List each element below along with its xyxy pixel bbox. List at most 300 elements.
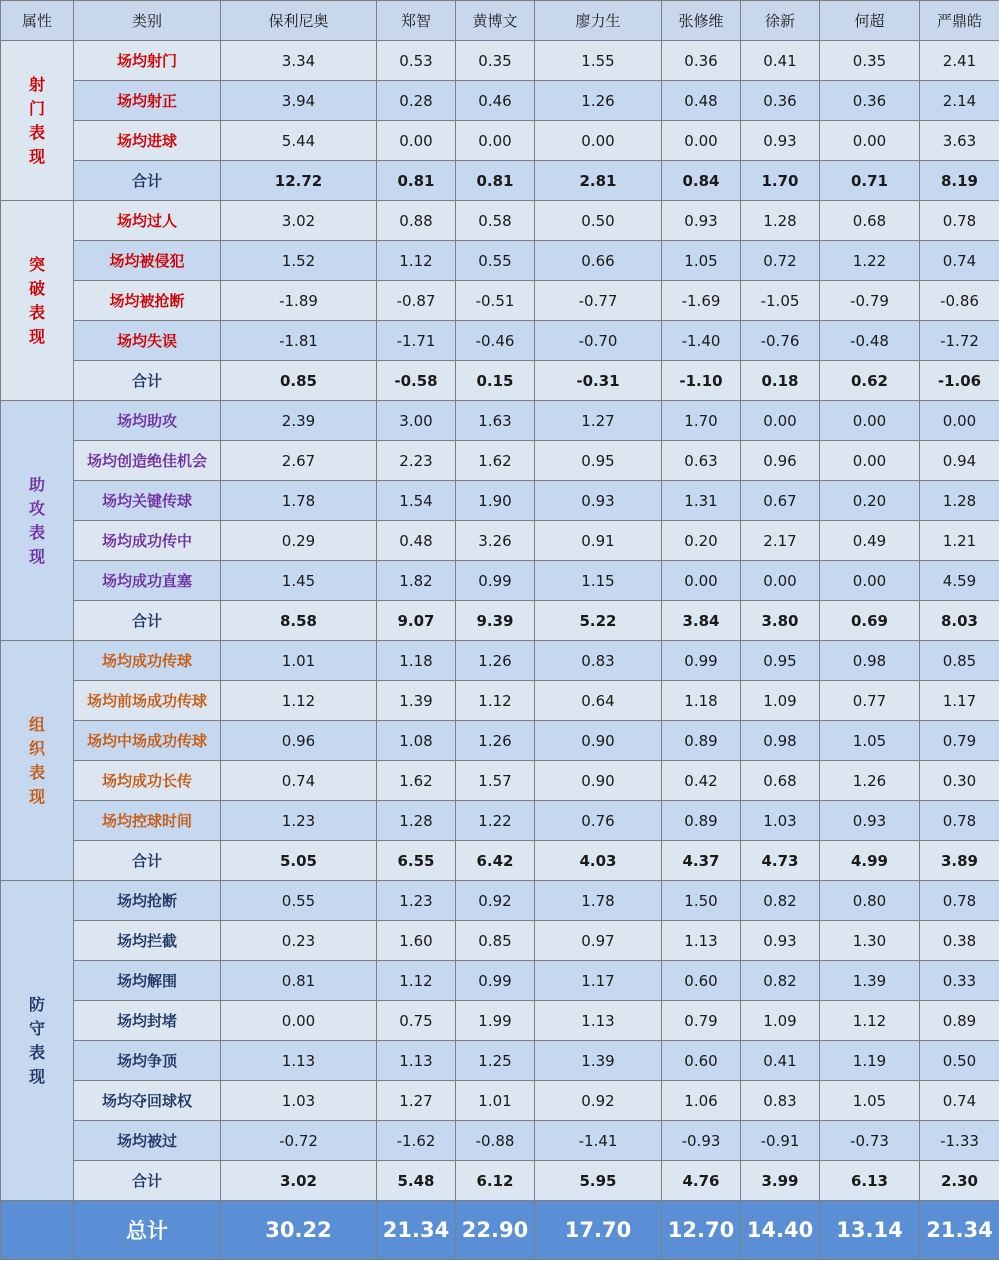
value-cell: -0.46: [456, 321, 535, 361]
value-cell: 0.00: [820, 121, 920, 161]
value-cell: 0.55: [456, 241, 535, 281]
value-cell: 0.83: [741, 1081, 820, 1121]
value-cell: 0.36: [662, 41, 741, 81]
category-cell: 场均控球时间: [74, 801, 221, 841]
value-cell: 0.35: [820, 41, 920, 81]
value-cell: 0.63: [662, 441, 741, 481]
value-cell: 0.95: [741, 641, 820, 681]
subtotal-value-cell: 0.71: [820, 161, 920, 201]
value-cell: 3.00: [377, 401, 456, 441]
subtotal-value-cell: 4.37: [662, 841, 741, 881]
subtotal-value-cell: 3.02: [221, 1161, 377, 1201]
value-cell: 0.93: [662, 201, 741, 241]
subtotal-label: 合计: [74, 1161, 221, 1201]
subtotal-value-cell: 0.84: [662, 161, 741, 201]
value-cell: 0.00: [662, 121, 741, 161]
subtotal-value-cell: 5.22: [535, 601, 662, 641]
value-cell: 1.17: [535, 961, 662, 1001]
table-row: [1, 241, 999, 281]
subtotal-row: [1, 361, 999, 401]
value-cell: 0.79: [920, 721, 999, 761]
table-row: [1, 881, 999, 921]
table-row: [1, 721, 999, 761]
total-row: [1, 1201, 999, 1260]
value-cell: 0.76: [535, 801, 662, 841]
table-row: [1, 681, 999, 721]
category-cell: 场均拦截: [74, 921, 221, 961]
value-cell: 1.12: [820, 1001, 920, 1041]
subtotal-value-cell: 0.15: [456, 361, 535, 401]
value-cell: 0.41: [741, 41, 820, 81]
section-label-break: [1, 201, 74, 401]
table-row: [1, 121, 999, 161]
value-cell: 1.45: [221, 561, 377, 601]
value-cell: 2.39: [221, 401, 377, 441]
value-cell: 1.28: [377, 801, 456, 841]
subtotal-value-cell: 4.03: [535, 841, 662, 881]
subtotal-label: 合计: [74, 361, 221, 401]
value-cell: 1.19: [820, 1041, 920, 1081]
category-cell: 场均成功传中: [74, 521, 221, 561]
total-value-cell: 17.70: [535, 1201, 662, 1260]
value-cell: 0.00: [820, 561, 920, 601]
value-cell: 1.30: [820, 921, 920, 961]
value-cell: -1.89: [221, 281, 377, 321]
value-cell: 0.99: [456, 561, 535, 601]
value-cell: 0.36: [820, 81, 920, 121]
value-cell: 0.72: [741, 241, 820, 281]
section-label-text: 助攻表现: [28, 474, 45, 566]
value-cell: 0.00: [741, 561, 820, 601]
value-cell: 1.09: [741, 1001, 820, 1041]
table-row: [1, 1001, 999, 1041]
value-cell: 1.78: [221, 481, 377, 521]
category-cell: 场均成功直塞: [74, 561, 221, 601]
value-cell: 1.57: [456, 761, 535, 801]
value-cell: 0.48: [662, 81, 741, 121]
value-cell: 0.83: [535, 641, 662, 681]
value-cell: 1.78: [535, 881, 662, 921]
value-cell: 0.93: [741, 921, 820, 961]
value-cell: 0.91: [535, 521, 662, 561]
subtotal-value-cell: 3.89: [920, 841, 999, 881]
subtotal-value-cell: 4.73: [741, 841, 820, 881]
section-label-def: [1, 881, 74, 1201]
value-cell: 0.80: [820, 881, 920, 921]
value-cell: 0.00: [535, 121, 662, 161]
value-cell: -0.72: [221, 1121, 377, 1161]
value-cell: 0.55: [221, 881, 377, 921]
section-label-org: [1, 641, 74, 881]
value-cell: 0.85: [920, 641, 999, 681]
value-cell: -1.40: [662, 321, 741, 361]
value-cell: 1.31: [662, 481, 741, 521]
value-cell: 0.82: [741, 961, 820, 1001]
table-row: [1, 1121, 999, 1161]
value-cell: 0.58: [456, 201, 535, 241]
value-cell: 0.81: [221, 961, 377, 1001]
value-cell: 2.23: [377, 441, 456, 481]
subtotal-value-cell: 2.81: [535, 161, 662, 201]
category-cell: 场均进球: [74, 121, 221, 161]
value-cell: 1.05: [820, 1081, 920, 1121]
value-cell: 1.17: [920, 681, 999, 721]
category-cell: 场均创造绝佳机会: [74, 441, 221, 481]
table-row: [1, 441, 999, 481]
value-cell: 1.50: [662, 881, 741, 921]
value-cell: 3.63: [920, 121, 999, 161]
category-cell: 场均助攻: [74, 401, 221, 441]
value-cell: 1.23: [377, 881, 456, 921]
subtotal-value-cell: 0.85: [221, 361, 377, 401]
subtotal-value-cell: 6.12: [456, 1161, 535, 1201]
value-cell: 0.85: [456, 921, 535, 961]
value-cell: 0.78: [920, 881, 999, 921]
value-cell: 0.89: [920, 1001, 999, 1041]
value-cell: 1.39: [820, 961, 920, 1001]
value-cell: 1.26: [456, 721, 535, 761]
value-cell: 0.93: [535, 481, 662, 521]
subtotal-value-cell: 4.76: [662, 1161, 741, 1201]
value-cell: 1.18: [377, 641, 456, 681]
value-cell: 0.96: [221, 721, 377, 761]
subtotal-value-cell: 3.99: [741, 1161, 820, 1201]
value-cell: 0.49: [820, 521, 920, 561]
value-cell: 0.68: [820, 201, 920, 241]
value-cell: 0.00: [662, 561, 741, 601]
value-cell: -0.87: [377, 281, 456, 321]
value-cell: 1.05: [662, 241, 741, 281]
value-cell: 1.01: [456, 1081, 535, 1121]
subtotal-value-cell: 3.84: [662, 601, 741, 641]
value-cell: 1.62: [377, 761, 456, 801]
value-cell: 0.50: [920, 1041, 999, 1081]
subtotal-value-cell: 0.69: [820, 601, 920, 641]
subtotal-value-cell: 3.80: [741, 601, 820, 641]
value-cell: 0.00: [820, 441, 920, 481]
value-cell: 1.03: [221, 1081, 377, 1121]
subtotal-value-cell: -1.10: [662, 361, 741, 401]
value-cell: 1.55: [535, 41, 662, 81]
subtotal-value-cell: 5.05: [221, 841, 377, 881]
value-cell: 0.20: [820, 481, 920, 521]
value-cell: 1.13: [535, 1001, 662, 1041]
header-player: 廖力生: [535, 1, 662, 41]
value-cell: 0.96: [741, 441, 820, 481]
value-cell: 3.26: [456, 521, 535, 561]
category-cell: 场均失误: [74, 321, 221, 361]
value-cell: 1.23: [221, 801, 377, 841]
value-cell: 0.78: [920, 201, 999, 241]
value-cell: 1.39: [535, 1041, 662, 1081]
value-cell: -1.62: [377, 1121, 456, 1161]
table-row: [1, 1041, 999, 1081]
subtotal-value-cell: 0.81: [377, 161, 456, 201]
value-cell: 0.28: [377, 81, 456, 121]
value-cell: 0.46: [456, 81, 535, 121]
category-cell: 场均夺回球权: [74, 1081, 221, 1121]
value-cell: 1.54: [377, 481, 456, 521]
category-cell: 场均抢断: [74, 881, 221, 921]
value-cell: 0.93: [741, 121, 820, 161]
subtotal-value-cell: -0.31: [535, 361, 662, 401]
subtotal-row: [1, 841, 999, 881]
value-cell: 0.33: [920, 961, 999, 1001]
subtotal-value-cell: 8.03: [920, 601, 999, 641]
category-cell: 场均解围: [74, 961, 221, 1001]
value-cell: 1.12: [456, 681, 535, 721]
value-cell: -0.70: [535, 321, 662, 361]
value-cell: 0.60: [662, 1041, 741, 1081]
value-cell: 1.25: [456, 1041, 535, 1081]
value-cell: 1.62: [456, 441, 535, 481]
value-cell: 1.13: [377, 1041, 456, 1081]
value-cell: 0.99: [456, 961, 535, 1001]
value-cell: -1.05: [741, 281, 820, 321]
value-cell: 0.93: [820, 801, 920, 841]
value-cell: 1.03: [741, 801, 820, 841]
value-cell: 0.89: [662, 801, 741, 841]
value-cell: -1.72: [920, 321, 999, 361]
value-cell: 1.99: [456, 1001, 535, 1041]
value-cell: 0.89: [662, 721, 741, 761]
category-cell: 场均封堵: [74, 1001, 221, 1041]
value-cell: 0.60: [662, 961, 741, 1001]
value-cell: -0.48: [820, 321, 920, 361]
total-value-cell: 14.40: [741, 1201, 820, 1260]
value-cell: 1.13: [662, 921, 741, 961]
value-cell: -0.86: [920, 281, 999, 321]
subtotal-value-cell: 6.13: [820, 1161, 920, 1201]
value-cell: 1.05: [820, 721, 920, 761]
table-row: [1, 521, 999, 561]
subtotal-value-cell: 8.58: [221, 601, 377, 641]
value-cell: 0.42: [662, 761, 741, 801]
subtotal-row: [1, 601, 999, 641]
value-cell: 0.77: [820, 681, 920, 721]
total-value-cell: 12.70: [662, 1201, 741, 1260]
value-cell: 2.41: [920, 41, 999, 81]
value-cell: -0.73: [820, 1121, 920, 1161]
value-cell: 1.06: [662, 1081, 741, 1121]
value-cell: 1.22: [456, 801, 535, 841]
value-cell: 1.52: [221, 241, 377, 281]
header-player: 保利尼奥: [221, 1, 377, 41]
value-cell: 0.78: [920, 801, 999, 841]
value-cell: 1.27: [535, 401, 662, 441]
value-cell: 0.97: [535, 921, 662, 961]
value-cell: 1.01: [221, 641, 377, 681]
header-attribute: 属性: [1, 1, 74, 41]
value-cell: 0.79: [662, 1001, 741, 1041]
table-row: [1, 921, 999, 961]
value-cell: 0.53: [377, 41, 456, 81]
value-cell: 0.68: [741, 761, 820, 801]
value-cell: -0.76: [741, 321, 820, 361]
value-cell: 0.00: [820, 401, 920, 441]
value-cell: 0.00: [221, 1001, 377, 1041]
value-cell: 0.66: [535, 241, 662, 281]
value-cell: 0.20: [662, 521, 741, 561]
value-cell: 1.12: [377, 961, 456, 1001]
category-cell: 场均关键传球: [74, 481, 221, 521]
total-label: 总计: [74, 1201, 221, 1260]
value-cell: 0.38: [920, 921, 999, 961]
category-cell: 场均中场成功传球: [74, 721, 221, 761]
value-cell: 0.36: [741, 81, 820, 121]
value-cell: 2.17: [741, 521, 820, 561]
table-row: [1, 961, 999, 1001]
value-cell: 3.02: [221, 201, 377, 241]
value-cell: 0.90: [535, 721, 662, 761]
value-cell: 2.67: [221, 441, 377, 481]
value-cell: -0.77: [535, 281, 662, 321]
subtotal-value-cell: 4.99: [820, 841, 920, 881]
value-cell: 1.21: [920, 521, 999, 561]
subtotal-value-cell: 0.81: [456, 161, 535, 201]
value-cell: 1.27: [377, 1081, 456, 1121]
value-cell: 3.94: [221, 81, 377, 121]
category-cell: 场均被侵犯: [74, 241, 221, 281]
subtotal-value-cell: 1.70: [741, 161, 820, 201]
table-row: [1, 481, 999, 521]
value-cell: -1.33: [920, 1121, 999, 1161]
header-player: 郑智: [377, 1, 456, 41]
subtotal-value-cell: 5.48: [377, 1161, 456, 1201]
subtotal-value-cell: -1.06: [920, 361, 999, 401]
subtotal-value-cell: 9.39: [456, 601, 535, 641]
value-cell: 0.74: [920, 1081, 999, 1121]
header-player: 徐新: [741, 1, 820, 41]
category-cell: 场均成功长传: [74, 761, 221, 801]
section-label-text: 防守表现: [28, 994, 45, 1086]
table-row: [1, 281, 999, 321]
value-cell: 0.67: [741, 481, 820, 521]
subtotal-label: 合计: [74, 601, 221, 641]
value-cell: 0.64: [535, 681, 662, 721]
value-cell: -0.51: [456, 281, 535, 321]
category-cell: 场均前场成功传球: [74, 681, 221, 721]
value-cell: 0.99: [662, 641, 741, 681]
value-cell: 1.26: [456, 641, 535, 681]
subtotal-value-cell: 6.42: [456, 841, 535, 881]
subtotal-value-cell: 12.72: [221, 161, 377, 201]
value-cell: 1.18: [662, 681, 741, 721]
table-row: [1, 401, 999, 441]
value-cell: 1.39: [377, 681, 456, 721]
category-cell: 场均射门: [74, 41, 221, 81]
value-cell: 0.00: [920, 401, 999, 441]
value-cell: 0.30: [920, 761, 999, 801]
value-cell: 0.92: [535, 1081, 662, 1121]
value-cell: 3.34: [221, 41, 377, 81]
table-row: [1, 81, 999, 121]
value-cell: 0.75: [377, 1001, 456, 1041]
value-cell: 1.12: [377, 241, 456, 281]
value-cell: 0.35: [456, 41, 535, 81]
total-value-cell: 21.34: [377, 1201, 456, 1260]
table-row: [1, 1081, 999, 1121]
subtotal-row: [1, 1161, 999, 1201]
value-cell: 0.82: [741, 881, 820, 921]
value-cell: 1.82: [377, 561, 456, 601]
value-cell: 1.22: [820, 241, 920, 281]
subtotal-value-cell: -0.58: [377, 361, 456, 401]
value-cell: -0.91: [741, 1121, 820, 1161]
value-cell: 1.26: [535, 81, 662, 121]
subtotal-label: 合计: [74, 161, 221, 201]
table-row: [1, 801, 999, 841]
value-cell: 0.00: [377, 121, 456, 161]
value-cell: 0.00: [456, 121, 535, 161]
value-cell: 0.88: [377, 201, 456, 241]
value-cell: 1.70: [662, 401, 741, 441]
value-cell: 1.08: [377, 721, 456, 761]
value-cell: 0.29: [221, 521, 377, 561]
section-label-shoot: [1, 41, 74, 201]
value-cell: 1.28: [920, 481, 999, 521]
value-cell: 0.23: [221, 921, 377, 961]
value-cell: 0.48: [377, 521, 456, 561]
category-cell: 场均被过: [74, 1121, 221, 1161]
header-row: [1, 1, 999, 41]
subtotal-value-cell: 2.30: [920, 1161, 999, 1201]
table-row: [1, 761, 999, 801]
header-player: 何超: [820, 1, 920, 41]
category-cell: 场均成功传球: [74, 641, 221, 681]
category-cell: 场均射正: [74, 81, 221, 121]
table-row: [1, 641, 999, 681]
table-row: [1, 201, 999, 241]
value-cell: 1.90: [456, 481, 535, 521]
subtotal-value-cell: 6.55: [377, 841, 456, 881]
subtotal-row: [1, 161, 999, 201]
total-value-cell: 22.90: [456, 1201, 535, 1260]
value-cell: 1.60: [377, 921, 456, 961]
value-cell: 2.14: [920, 81, 999, 121]
value-cell: -1.41: [535, 1121, 662, 1161]
value-cell: 0.98: [741, 721, 820, 761]
total-empty-cell: [1, 1201, 74, 1260]
total-value-cell: 13.14: [820, 1201, 920, 1260]
section-label-text: 突破表现: [28, 254, 45, 346]
section-label-text: 组织表现: [28, 714, 45, 806]
value-cell: 1.12: [221, 681, 377, 721]
value-cell: 0.00: [741, 401, 820, 441]
value-cell: 0.41: [741, 1041, 820, 1081]
subtotal-value-cell: 0.62: [820, 361, 920, 401]
table-row: [1, 561, 999, 601]
subtotal-value-cell: 8.19: [920, 161, 999, 201]
value-cell: 1.09: [741, 681, 820, 721]
category-cell: 场均争顶: [74, 1041, 221, 1081]
subtotal-value-cell: 5.95: [535, 1161, 662, 1201]
header-category: 类别: [74, 1, 221, 41]
value-cell: 1.15: [535, 561, 662, 601]
value-cell: 0.74: [221, 761, 377, 801]
value-cell: -0.79: [820, 281, 920, 321]
section-label-text: 射门表现: [28, 74, 45, 166]
header-player: 张修维: [662, 1, 741, 41]
value-cell: 0.95: [535, 441, 662, 481]
total-value-cell: 30.22: [221, 1201, 377, 1260]
total-value-cell: 21.34: [920, 1201, 999, 1260]
category-cell: 场均被抢断: [74, 281, 221, 321]
category-cell: 场均过人: [74, 201, 221, 241]
subtotal-label: 合计: [74, 841, 221, 881]
value-cell: -1.81: [221, 321, 377, 361]
header-player: 严鼎皓: [920, 1, 999, 41]
